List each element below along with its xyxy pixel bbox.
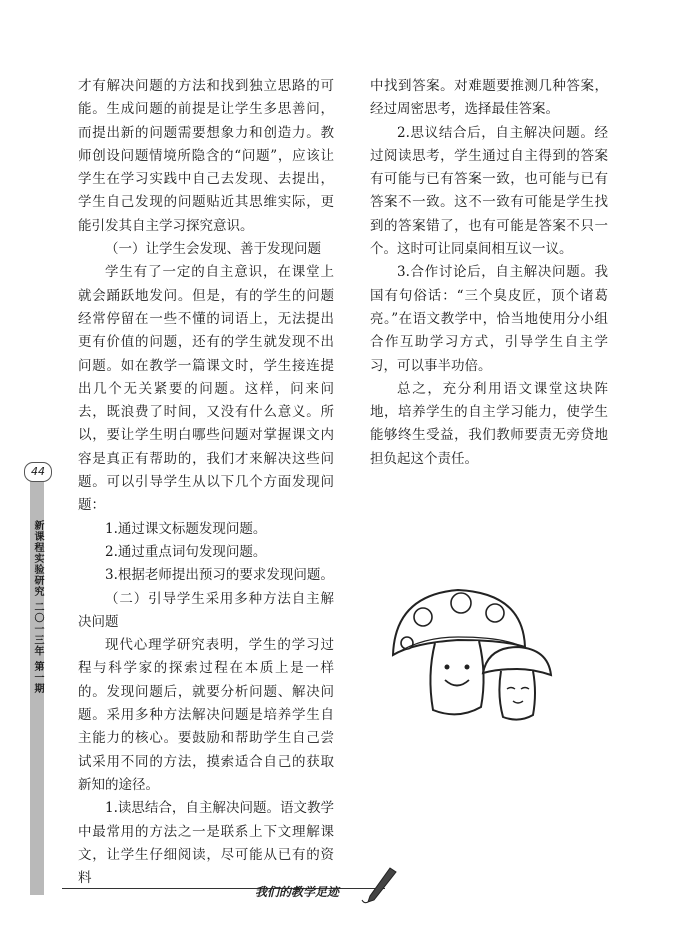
paragraph: 学生有了一定的自主意识，在课堂上就会踊跃地发问。但是，有的学生的问题经常停留在一些不懂的词语上，无法提出更有价值的问题，还有的学生就发现不出问题。如在教学一篇课文时，学生接连提出几个无关紧要的问题。这样，问来问去，既浪费了时间，又没有什么意义。所以，要让学生明白哪些问题对掌握课文内容是真正有帮助的，我们才来解决这些问题。可以引导学生从以下几个方面发现问题：: [78, 264, 334, 514]
paragraph: 才有解决问题的方法和找到独立思路的可能。生成问题的前提是让学生多思善问，而提出新的问题需要想象力和创造力。教师创设问题情境所隐含的“问题”，应该让学生在学习实践中自己去发现、去提出，学生自己发现的问题贴近其思维实际，更能引发其自主学习探究意识。: [78, 78, 334, 234]
paragraph: 1.读思结合，自主解决问题。语文教学中最常用的方法之一是联系上下文理解课文，让学生仔细阅读，尽可能从已有的资料: [78, 800, 334, 887]
mushroom-illustration: [383, 585, 563, 725]
paragraph: 2.思议结合后，自主解决问题。经过阅读思考，学生通过自主得到的答案有可能与已有答案一致，也可能与已有答案不一致。这不一致有可能是学生找到的答案错了，也有可能是答案不只一个。这时可让同桌间相互议一议。: [370, 124, 608, 258]
paragraph: 中找到答案。对难题要推测几种答案，经过周密思考，选择最佳答案。: [370, 78, 608, 118]
paragraph: 总之，充分利用语文课堂这块阵地，培养学生的自主学习能力，使学生能够终生受益，我们教师要责无旁贷地担负起这个责任。: [370, 380, 608, 467]
paragraph: 现代心理学研究表明，学生的学习过程与科学家的探索过程在本质上是一样的。发现问题后，就要分析问题、解决问题。采用多种方法解决问题是培养学生自主能力的核心。要鼓励和帮助学生自己尝试采用不同的方法，摸索适合自己的获取新知的途径。: [78, 637, 334, 793]
list-item: 2.通过重点词句发现问题。: [105, 543, 267, 560]
footer-title: 我们的教学足迹: [255, 885, 340, 899]
right-column: [370, 75, 608, 471]
paragraph: 3.合作讨论后，自主解决问题。我国有句俗话：“三个臭皮匠，顶个诸葛亮。”在语文教学中，恰当地使用分小组合作互助学习方式，引导学生自主学习，可以事半功倍。: [370, 264, 608, 374]
list-item: 3.根据老师提出预习的要求发现问题。: [105, 567, 334, 584]
section-heading: （二）引导学生采用多种方法自主解决问题: [78, 590, 334, 630]
left-column: [78, 75, 334, 890]
pen-icon: [360, 866, 400, 906]
section-heading: （一）让学生会发现、善于发现问题: [105, 241, 321, 258]
page-number: 44: [24, 462, 52, 482]
list-item: 1.通过课文标题发现问题。: [105, 520, 267, 537]
journal-info: 新课程实验研究 二〇一三年 第一期: [32, 520, 43, 694]
